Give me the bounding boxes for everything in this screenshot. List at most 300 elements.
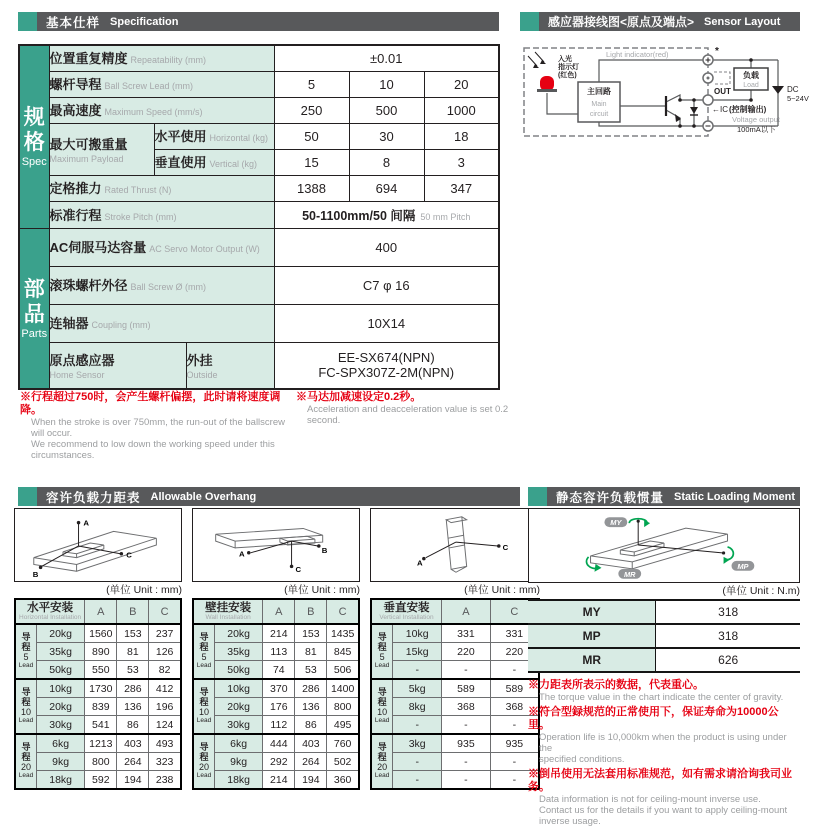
install-type-zh: 水平安装 [27,602,74,614]
lead-group-label [15,734,37,789]
main-circuit-en1: Main [591,101,607,108]
value-cell: 1213 [85,734,117,753]
value-cell: 890 [85,643,117,661]
static-footnote [528,679,800,703]
main-circuit-zh: 主回路 [587,87,611,96]
dc-label-1: DC [787,85,799,94]
value-cell: 550 [85,661,117,680]
moment-axis-label: MY [528,600,656,624]
point-label-a: A [239,549,245,559]
overhang-data-row [193,698,359,716]
value-lead-5: 5 [274,71,349,97]
lead-zh-char: 程 [377,696,387,707]
lead-en: Lead [374,662,390,669]
label-en: Home Sensor [49,370,105,381]
overhang-data-row [15,753,181,771]
value-cell: 502 [327,753,359,771]
sensor-wiring-diagram [516,36,816,144]
led-indicator-icon [528,52,557,92]
band-parts-zh: 部品 [23,277,45,326]
overhang-data-row [371,698,539,716]
lead-zh-char: 导 [377,632,387,642]
static-footnote [528,768,800,827]
static-footnote [528,706,800,765]
out-label: OUT [714,87,731,96]
lead-group-label [193,734,215,789]
band-parts [19,228,49,389]
install-type-header [15,599,85,624]
static-moment-block [528,508,800,830]
light-label-zh1: 入光 [558,56,572,63]
value-cell: 176 [263,698,295,716]
note-zh: ※马达加减速设定0.2秒。 [296,391,422,403]
overhang-data-row [15,661,181,680]
lead-group-label [15,624,37,679]
value-thrust-2: 694 [349,175,424,201]
payload-cell: 3kg [393,734,442,753]
point-label-c: C [295,565,302,575]
lead-zh-char: 程 [199,641,209,652]
overhang-data-row [371,716,539,735]
value-cell: 935 [442,734,491,753]
value-stroke [274,201,499,228]
voltage-output-en: Voltage output [732,115,780,124]
value-cell: - [442,753,491,771]
value-cell: - [442,771,491,790]
overhang-data-row [371,771,539,790]
label-en: Ball Screw Lead (mm) [104,81,194,91]
payload-cell: 30kg [37,716,85,735]
value-cell: 286 [295,679,327,698]
note-en-line: We recommend to low down the working speed under this circumstances. [31,439,275,461]
spec-footnote-2 [296,391,511,426]
value-thrust-1: 1388 [274,175,349,201]
value-lead-20: 20 [424,71,499,97]
value-coupling: 10X14 [274,304,499,342]
value-vertical-1: 15 [274,149,349,175]
payload-cell: 35kg [215,643,263,661]
note-en-line: Data information is not for ceiling-mount inverse use. [539,794,761,805]
static-moment-row [528,648,800,672]
note-en-line: Contact us for the details if you want to apply ceiling-mount [539,805,788,816]
note-en-line: Operation life is 10,000km when the product is using under the [539,732,787,754]
sensor-header-en: Sensor Layout [704,15,781,28]
payload-cell: 6kg [37,734,85,753]
zener-diode-icon [690,107,698,114]
payload-cell: 15kg [393,643,442,661]
note-en-line: Acceleration and deacceleration value is set 0.2 second. [307,404,509,426]
moment-value: 626 [656,648,800,672]
lead-en: Lead [196,772,212,779]
value-lead-10: 10 [349,71,424,97]
lead-number: 10 [199,707,210,717]
lead-zh-char: 导 [377,742,387,752]
lead-group-label [371,734,393,789]
lead-zh-char: 程 [21,751,31,762]
value-cell: 370 [263,679,295,698]
lead-zh-char: 导 [21,632,31,642]
overhang-data-row [193,753,359,771]
overhang-vertical-block [370,508,540,790]
lead-number: 5 [201,652,207,662]
vertical-overhang-table [370,598,540,790]
value-cell: - [490,771,539,790]
value-cell: 444 [263,734,295,753]
lead-en: Lead [18,717,34,724]
stroke-value: 50-1100mm/50 间隔 [302,208,416,223]
terminal-asterisk: * [715,46,719,57]
payload-cell: 5kg [393,679,442,698]
static-moment-footnotes [528,679,800,827]
overhang-data-row [371,753,539,771]
note-en-line: specified conditions. [539,754,625,765]
overhang-data-row [15,698,181,716]
label-zh: 连轴器 [49,316,89,331]
overhang-data-row [371,679,539,698]
lead-en: Lead [18,662,34,669]
lead-zh-char: 程 [377,751,387,762]
payload-cell: - [393,753,442,771]
value-cell: 292 [263,753,295,771]
label-zh: 外挂 [186,353,213,369]
value-cell: 403 [295,734,327,753]
moment-axis-label: MP [528,624,656,648]
moment-axis-label: MR [528,648,656,672]
value-cell: 589 [442,679,491,698]
overhang-horizontal-block [14,508,182,790]
value-horizontal-2: 30 [349,123,424,149]
terminal-out-icon [703,95,713,105]
lead-number: 20 [377,762,388,772]
overhang-data-row [193,643,359,661]
value-cell: 495 [327,716,359,735]
label-en: Rated Thrust (N) [104,185,172,195]
payload-cell: 20kg [37,624,85,643]
static-header-en: Static Loading Moment [674,490,796,503]
wall-mount-diagram [192,508,360,582]
label-en: Repeatability (mm) [130,55,207,66]
value-vertical-2: 8 [349,149,424,175]
badge-mp: MP [737,561,749,571]
load-zh: 负载 [743,71,759,80]
value-cell: 264 [295,753,327,771]
lead-en: Lead [196,662,212,669]
dc-label-2: 5~24V [787,94,809,103]
payload-cell: 20kg [215,624,263,643]
overhang-data-row [15,624,181,643]
row-label-payload [49,123,154,175]
value-cell: 124 [149,716,181,735]
value-thrust-3: 347 [424,175,499,201]
overhang-section-header [18,487,520,506]
value-cell: 153 [295,624,327,643]
lead-number: 5 [23,652,29,662]
label-zh: AC伺服马达容量 [49,240,147,255]
value-cell: 589 [490,679,539,698]
point-label-a: A [417,558,423,568]
point-label-c: C [126,550,132,560]
overhang-data-row [371,734,539,753]
row-label-stroke [49,201,274,228]
unit-label: (单位 Unit : mm) [464,584,540,596]
value-cell: 86 [117,716,149,735]
note-en-line: When the stroke is over 750mm, the run-out of the ballscrew will occur. [31,417,285,439]
value-cell: 592 [85,771,117,790]
unit-label: (单位 Unit : mm) [284,584,360,596]
value-cell: 53 [117,661,149,680]
column-header-b: B [117,599,149,624]
lead-number: 5 [379,652,385,662]
label-en: Coupling (mm) [91,320,151,330]
lead-number: 10 [21,707,32,717]
value-cell: 403 [117,734,149,753]
label-en: AC Servo Motor Output (W) [149,244,260,254]
install-type-header [193,599,263,624]
lead-zh-char: 导 [199,632,209,642]
moment-value: 318 [656,600,800,624]
install-type-en: Horizontal Installation [19,614,82,621]
horizontal-overhang-table [14,598,182,790]
value-cell: 331 [442,624,491,643]
lead-number: 10 [377,707,388,717]
point-label-b: B [321,545,328,555]
value-cell: 1435 [327,624,359,643]
value-cell: 220 [442,643,491,661]
overhang-data-row [193,624,359,643]
install-type-header [371,599,442,624]
row-label-screw-od [49,266,274,304]
payload-cell: 10kg [393,624,442,643]
overhang-data-row [15,771,181,790]
value-cell: - [490,753,539,771]
payload-cell: 9kg [215,753,263,771]
value-cell: 82 [149,661,181,680]
spec-table [18,44,500,390]
band-parts-en: Parts [21,327,48,340]
lead-group-label [193,679,215,734]
value-cell: 112 [263,716,295,735]
value-horizontal-1: 50 [274,123,349,149]
column-header-a: A [263,599,295,624]
value-horizontal-3: 18 [424,123,499,149]
sensor-header-zh: 感应器接线图<原点及端点> [548,15,695,29]
lead-group-label [15,679,37,734]
value-cell: 323 [149,753,181,771]
label-zh: 水平使用 [154,129,207,144]
lead-zh-char: 程 [21,641,31,652]
column-header-c: C [327,599,359,624]
point-label-c: C [502,542,509,552]
overhang-data-row [371,624,539,643]
value-speed-1: 250 [274,97,349,123]
vertical-mount-diagram [370,508,540,582]
load-en: Load [743,82,759,89]
home-sensor-model-2: FC-SPX307Z-2M(NPN) [318,365,455,381]
value-cell: 360 [327,771,359,790]
row-label-home-sensor [49,342,186,389]
light-label-zh3: (红色) [558,72,577,79]
value-vertical-3: 3 [424,149,499,175]
value-cell: 86 [295,716,327,735]
value-cell: 194 [117,771,149,790]
lead-group-label [193,624,215,679]
value-cell: 1560 [85,624,117,643]
value-cell: 800 [85,753,117,771]
dc-source-icon [772,86,784,94]
label-en: Vertical (kg) [209,159,258,169]
column-header-c: C [490,599,539,624]
light-label-en: Light indicator(red) [606,50,669,59]
install-type-zh: 壁挂安装 [205,602,252,614]
home-sensor-model-1: EE-SX674(NPN) [337,350,435,366]
value-cell: 81 [117,643,149,661]
moment-value: 318 [656,624,800,648]
sensor-section-header [520,12,800,31]
ic-label: ←IC [712,105,728,114]
install-type-en: Wall Installation [205,614,251,621]
payload-cell: 20kg [215,698,263,716]
static-moment-row [528,600,800,624]
label-zh: 滚珠螺杆外径 [49,278,128,293]
payload-cell: 6kg [215,734,263,753]
overhang-data-row [371,643,539,661]
overhang-data-row [371,661,539,680]
overhang-data-row [193,716,359,735]
value-cell: - [490,661,539,680]
value-cell: 506 [327,661,359,680]
value-cell: 541 [85,716,117,735]
column-header-a: A [85,599,117,624]
value-cell: 1730 [85,679,117,698]
band-spec [19,45,49,228]
label-zh: 垂直使用 [154,155,207,170]
value-cell: 238 [149,771,181,790]
overhang-data-row [15,716,181,735]
unit-label: (单位 Unit : N.m) [722,585,800,597]
value-cell: 839 [85,698,117,716]
horizontal-mount-diagram [14,508,182,582]
label-en: Stroke Pitch (mm) [104,211,177,222]
lead-zh-char: 导 [377,687,387,697]
point-label-a: A [83,518,90,528]
overhang-data-row [193,771,359,790]
overhang-data-row [15,643,181,661]
band-spec-en: Spec [21,156,47,169]
label-en: Ball Screw Ø (mm) [130,282,207,292]
shield-dashed-box [714,72,730,84]
label-zh: 螺杆导程 [49,77,102,92]
value-cell: 126 [149,643,181,661]
value-cell: 493 [149,734,181,753]
note-en-line: The torque value in the chart indicate the center of gravity. [539,692,784,703]
overhang-data-row [193,661,359,680]
note-en-line: inverse usage. [539,816,601,827]
value-cell: 935 [490,734,539,753]
value-cell: - [490,716,539,735]
value-cell: 113 [263,643,295,661]
spec-header-en: Specification [110,15,179,28]
payload-cell: 50kg [215,661,263,680]
value-cell: 368 [490,698,539,716]
lead-number: 20 [21,762,32,772]
label-en: Maximum Payload [49,154,124,164]
label-zh: 最大可搬重量 [49,137,128,152]
row-label-repeatability [49,45,274,71]
value-cell: - [442,716,491,735]
overhang-header-row [193,599,359,624]
point-label-b: B [32,570,39,580]
control-output-zh: (控制输出) [729,105,767,114]
payload-cell: 18kg [37,771,85,790]
row-label-lead [49,71,274,97]
value-cell: 331 [490,624,539,643]
install-type-zh: 垂直安装 [383,602,430,614]
overhang-header-row [15,599,181,624]
badge-my: MY [610,518,622,528]
lead-number: 20 [199,762,210,772]
value-cell: 286 [117,679,149,698]
note-zh: ※行程超过750时，会产生螺杆偏摆，此时请将速度调降。 [20,391,281,416]
value-cell: 237 [149,624,181,643]
value-cell: 214 [263,771,295,790]
overhang-data-row [15,679,181,698]
section-accent-square [528,487,547,506]
value-home-sensor [274,342,499,389]
value-cell: 220 [490,643,539,661]
row-label-speed [49,97,274,123]
value-cell: 368 [442,698,491,716]
lead-zh-char: 导 [21,687,31,697]
value-cell: 81 [295,643,327,661]
value-speed-2: 500 [349,97,424,123]
main-circuit-en2: circuit [589,111,609,118]
payload-cell: 30kg [215,716,263,735]
payload-cell: - [393,771,442,790]
static-section-header [528,487,800,506]
spec-section-header [18,12,499,31]
lead-zh-char: 导 [199,687,209,697]
current-limit-label: 100mA以下 [737,125,776,134]
label-en: Outside [186,370,218,381]
wall-overhang-table [192,598,360,790]
overhang-header-zh: 容许负载力距表 [46,490,141,505]
label-zh: 定格推力 [49,181,102,196]
column-header-b: B [295,599,327,624]
value-screw-od: C7 φ 16 [274,266,499,304]
value-cell: 136 [117,698,149,716]
column-header-c: C [149,599,181,624]
overhang-wall-block [192,508,360,790]
overhang-data-row [15,734,181,753]
value-cell: 800 [327,698,359,716]
overhang-data-row [193,679,359,698]
value-cell: - [442,661,491,680]
lead-zh-char: 程 [377,641,387,652]
static-moment-table [528,599,800,673]
payload-cell: 18kg [215,771,263,790]
value-cell: 760 [327,734,359,753]
value-cell: 264 [117,753,149,771]
label-zh: 标准行程 [49,207,102,223]
spec-footnote-1 [20,391,295,461]
row-label-thrust [49,175,274,201]
label-zh: 最高速度 [49,103,102,118]
badge-mr: MR [623,569,636,579]
section-accent-square [18,12,37,31]
row-label-outside [186,342,274,389]
payload-cell: - [393,716,442,735]
static-moment-row [528,624,800,648]
